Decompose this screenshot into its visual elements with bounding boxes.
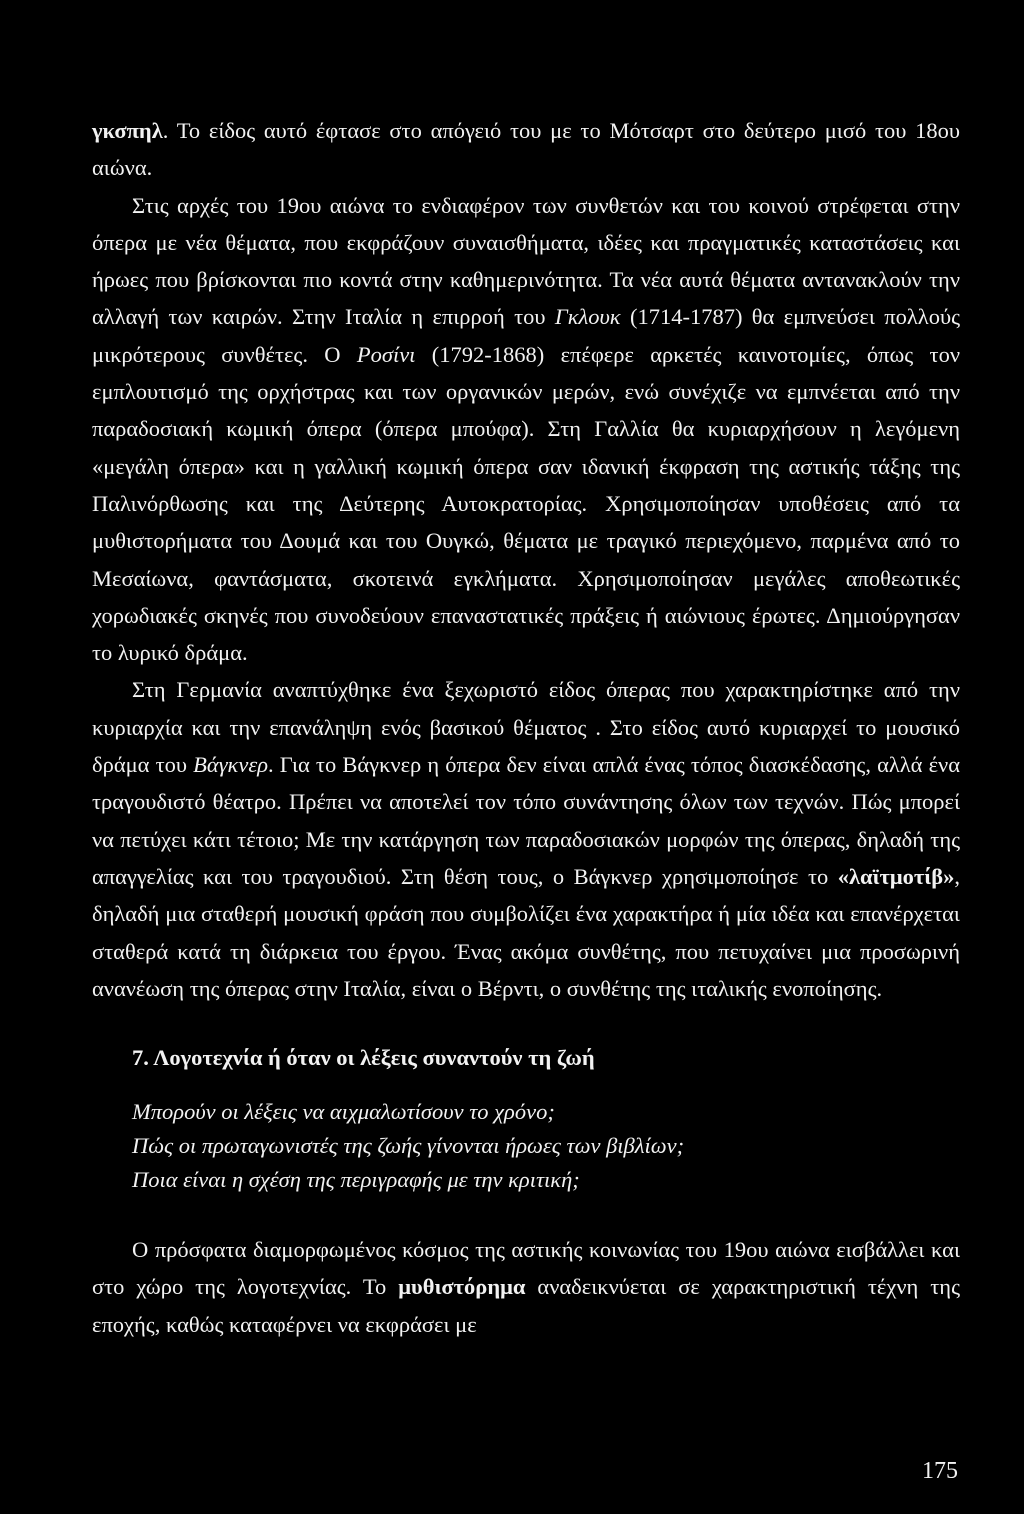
question-item: Πώς οι πρωταγωνιστές της ζωής γίνονται ήρωες των βιβλίων; — [132, 1133, 685, 1159]
paragraph-text: , δηλαδή μια σταθερή μουσική φράση που συμβολίζει ένα χαρακτήρα ή μία ιδέα και επανέρχεται σταθερά κατά τη διάρκεια του έργου. Ένας ακόμα συνθέτης, που πετυχαίνει μια προσωρινή ανανέωση της όπερας στην Ιταλία, είναι ο Βέρντι, ο συνθέτης της ιταλικής ενοποίησης. — [92, 863, 960, 1001]
paragraph-continuation — [92, 112, 960, 187]
composer-rossini: Ροσίνι — [356, 341, 416, 367]
page-content — [92, 112, 960, 1343]
term-gospel: γκσπηλ — [92, 118, 163, 143]
paragraph-novel — [92, 1231, 960, 1343]
paragraph-text: . Για το Βάγκνερ η όπερα δεν είναι απλά ένας τόπος διασκέδασης, αλλά ένα τραγουδιστό θέατρο. Πρέπει να αποτελεί τον τόπο συνάντησης όλων των τεχνών. Πώς μπορεί να πετύχει κάτι τέτοιο; Με την κατάργηση των παραδοσιακών μορφών της όπερας, δηλαδή της απαγγελίας και του τραγουδιού. Στη θέση τους, ο Βάγκνερ χρησιμοποίησε το — [92, 752, 960, 889]
section-heading: 7. Λογοτεχνία ή όταν οι λέξεις συναντούν τη ζωή — [132, 1045, 595, 1071]
page-number: 175 — [922, 1458, 958, 1484]
paragraph-text: (1714-1787) θα εμπνεύσει πολλούς μικρότερους συνθέτες. Ο — [92, 304, 960, 367]
composer-wagner: Βάγκνερ — [193, 752, 269, 778]
question-item: Μπορούν οι λέξεις να αιχμαλωτίσουν το χρόνο; — [132, 1099, 555, 1125]
paragraph-opera-19th-century — [92, 187, 960, 672]
paragraph-text: (1792-1868) επέφερε αρκετές καινοτομίες, όπως τον εμπλουτισμό της ορχήστρας και των οργανικών μερών, ενώ συνέχιζε να εμπνέεται από την παραδοσιακή κωμική όπερα (όπερα μπούφα). Στη Γαλλία θα κυριαρχήσουν η λεγόμενη «μεγάλη όπερα» και η γαλλική κωμική όπερα σαν ιδανική έκφραση της αστικής τάξης της Παλινόρθωσης και της Δεύτερης Αυτοκρατορίας. Χρησιμοποίησαν υποθέσεις από τα μυθιστορήματα του Δουμά και του Ουγκώ, θέματα με τραγικό περιεχόμενο, παρμένα από το Μεσαίωνα, φαντάσματα, σκοτεινά εγκλήματα. Χρησιμοποίησαν μεγάλες αποθεωτικές χορωδιακές σκηνές που συνοδεύουν επαναστατικές πράξεις ή αιώνιους έρωτες. Δημιούργησαν το λυρικό δράμα. — [92, 341, 960, 666]
question-item: Ποια είναι η σχέση της περιγραφής με την κριτική; — [132, 1167, 580, 1193]
paragraph-wagner — [92, 671, 960, 1007]
paragraph-text: Στη Γερμανία αναπτύχθηκε ένα ξεχωριστό είδος όπερας που χαρακτηρίστηκε από την κυριαρχία και την επανάληψη ενός βασικού θέματος . Στο είδος αυτό κυριαρχεί το μουσικό δράμα του — [92, 677, 960, 778]
paragraph-text: . Το είδος αυτό έφτασε στο απόγειό του με το Μότσαρτ στο δεύτερο μισό του 18ου αιώνα. — [92, 118, 960, 181]
paragraph-text: Ο πρόσφατα διαμορφωμένος κόσμος της αστικής κοινωνίας του 19ου αιώνα εισβάλλει και στο χώρο της λογοτεχνίας. Το — [92, 1237, 960, 1300]
term-novel: μυθιστόρημα — [398, 1274, 526, 1300]
paragraph-text: αναδεικνύεται σε χαρακτηριστική τέχνη της εποχής, καθώς καταφέρνει να εκφράσει με — [92, 1274, 960, 1337]
section-questions — [92, 1097, 960, 1195]
term-leitmotif: «λαϊτμοτίβ» — [837, 863, 955, 889]
paragraph-text: Στις αρχές του 19ου αιώνα το ενδιαφέρον των συνθετών και του κοινού στρέφεται στην όπερα με νέα θέματα, που εκφράζουν συναισθήματα, ιδέες και πραγματικές καταστάσεις και ήρωες που βρίσκονται πιο κοντά στην καθημερινότητα. Τα νέα αυτά θέματα αντανακλούν την αλλαγή των καιρών. Στην Ιταλία η επιρροή του — [92, 192, 960, 330]
composer-gluck: Γκλουκ — [554, 304, 621, 330]
